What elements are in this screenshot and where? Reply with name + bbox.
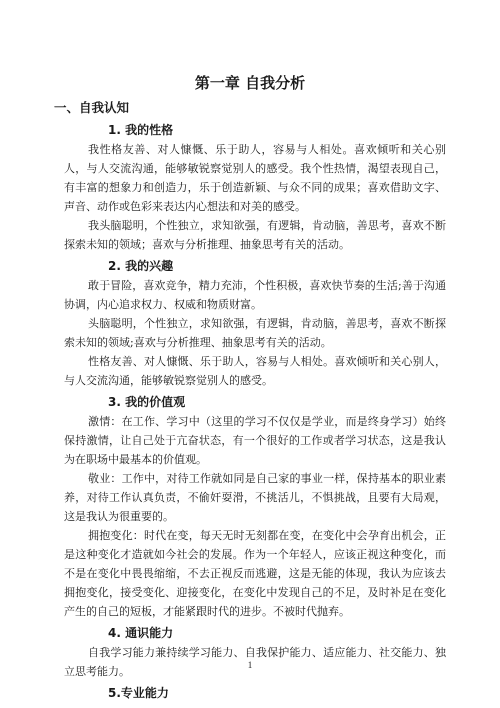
paragraph: 头脑聪明，个性独立，求知欲强，有逻辑，肯动脑，善思考，喜欢不断探索未知的领域;喜欢与分析推理、抽象思考有关的活动。: [64, 317, 446, 349]
paragraph: 激情：在工作、学习中（这里的学习不仅仅是学业，而是终身学习）始终保持激情，让自己处于亢奋状态，有一个很好的工作或者学习状态，这是我认为在职场中最基本的价值观。: [64, 415, 446, 466]
subsection-professional-ability: [84, 683, 446, 703]
subsection-title: 5.专业能力: [108, 686, 169, 700]
subsection-personality: [64, 120, 446, 254]
subsection-title: 3. 我的价值观: [108, 395, 186, 409]
subsection-general-ability: [64, 623, 446, 681]
paragraph: 我性格友善、对人慷慨、乐于助人，容易与人相处。喜欢倾听和关心别人，与人交流沟通，能够敏锐察觉别人的感受。我个性热情，渴望表现自己，有丰富的想象力和创造力，乐于创造新颖、与众不同的成果；喜欢借助文字、声音、动作或色彩来表达内心想法和对美的感受。: [64, 143, 446, 213]
subsection-title: 1. 我的性格: [108, 123, 174, 137]
chapter-title: 第一章 自我分析: [194, 74, 306, 92]
subsection-values: [64, 392, 446, 621]
paragraph: 自我学习能力兼持续学习能力、自我保护能力、适应能力、社交能力、独立思考能力。: [64, 646, 446, 678]
subsection-title: 2. 我的兴趣: [108, 259, 174, 273]
section-title: 一、自我认知: [54, 100, 130, 115]
paragraph: 拥抱变化：时代在变，每天无时无刻都在变，在变化中会孕育出机会，正是这种变化才造就如今社会的发展。作为一个年轻人，应该正视这种变化，而不是在变化中畏畏缩缩，不去正视反而逃避，这是无能的体现，我认为应该去拥抱变化，接受变化、迎接变化，在变化中发现自己的不足，及时补足在变化产生的自己的短板，才能紧跟时代的进步。不被时代抛弃。: [64, 529, 446, 618]
paragraph: 敬业：工作中，对待工作就如同是自己家的事业一样，保持基本的职业素养，对待工作认真负责，不偷奸耍滑，不挑活儿，不惧挑战，且要有大局观，这是我认为很重要的。: [64, 472, 446, 523]
paragraph: 我头脑聪明，个性独立，求知欲强，有逻辑，肯动脑，善思考，喜欢不断探索未知的领域；喜欢与分析推理、抽象思考有关的活动。: [64, 219, 446, 251]
subsection-title: 4. 通识能力: [108, 626, 174, 640]
subsection-interests: [64, 256, 446, 390]
paragraph: 性格友善、对人慷慨、乐于助人，容易与人相处。喜欢倾听和关心别人，与人交流沟通，能够敏锐察觉别人的感受。: [64, 355, 446, 387]
page-number: 1: [247, 660, 253, 670]
paragraph: 敢于冒险，喜欢竞争，精力充沛，个性积极，喜欢快节奏的生活;善于沟通协调，内心追求权力、权威和物质财富。: [64, 279, 446, 311]
